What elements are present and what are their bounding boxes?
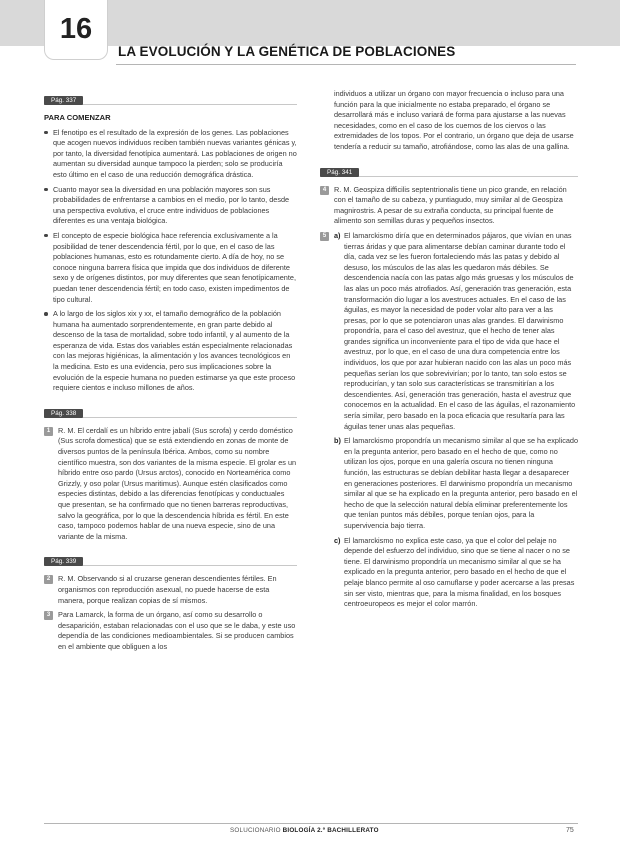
- exercise-5: [320, 231, 578, 610]
- title-divider: [116, 64, 576, 65]
- answer-b: [334, 436, 578, 531]
- footer-divider: [44, 823, 578, 824]
- section-heading: PARA COMENZAR: [44, 113, 111, 122]
- exercise-number: 3: [44, 611, 53, 620]
- left-column: [44, 95, 297, 657]
- exercise-2: [44, 574, 297, 606]
- bullet-text: A lo largo de los siglos xix y xx, el tamaño demográfico de la población humana ha aumentado sorprendentemente, en gran parte debido al descenso de la tasa de mortalidad, sobre todo infantil, y al aumento de la esperanza de vida. Estas dos variables están especialmente relacionadas con las mejoras higiénicas, la alimentación y los avances tecnológicos en la medicina. Esto es una evidencia, pero sus implicaciones sobre la evolución de la especie humana no pueden estimarse ya que este proceso requiere cientos e incluso millones de años.: [53, 309, 296, 393]
- section-tag-row: [44, 556, 297, 566]
- answer-label: c): [334, 535, 341, 545]
- answer-c: [334, 536, 578, 610]
- bullet-text: El concepto de especie biológica hace referencia exclusivamente a la posibilidad de tener descendencia fértil, por lo que, en el caso de las poblaciones humanas, esto es rotundamente cierto. A día de hoy, no se conoce ninguna barrera física que impida que dos individuos de diferente sexo y de orígenes distintos, por muy diferentes que sean fenotípicamente, puedan tener descendencia fértil; en todo caso, existen impedimentos de tipo cultural.: [53, 230, 296, 304]
- page-tag: Pág. 337: [44, 96, 83, 105]
- exercise-number: 4: [320, 186, 329, 195]
- section-tag-row: [320, 167, 578, 177]
- section-tag-row: [44, 95, 297, 105]
- continued-text: individuos a utilizar un órgano con mayor frecuencia o incluso para una función para la que inicialmente no estaba preparado, el órgano se desarrollará más e incluso variará de forma para ajustarse a las nuevas necesidades, como en el caso de los cuernos de los ciervos o las extremidades de los topos. Por el contrario, un órgano que deja de usarse tendería a reducir su tamaño, atrofiándose, como las alas de una gallina.: [334, 89, 574, 151]
- exercise-3: [44, 610, 297, 652]
- bullet-item: [44, 185, 297, 227]
- footer-publication: [230, 827, 379, 834]
- section-tag-row: [44, 408, 297, 418]
- bullet-text: Cuanto mayor sea la diversidad en una población mayores son sus probabilidades de enfrentarse a cambios en el medio, por lo tanto, desde una perspectiva evolutiva, el cruce entre individuos de poblaciones diferentes es una ventaja biológica.: [53, 184, 290, 226]
- page-tag: Pág. 341: [320, 168, 359, 177]
- answer-label: a): [334, 230, 341, 240]
- answer-label: b): [334, 436, 341, 446]
- answer-text: El lamarckismo no explica este caso, ya que el color del pelaje no depende del esfuerzo del individuo, sino que se tiene al nacer o no se tiene. El darwinismo propondría un mecanismo similar al que se ha explicado en la pregunta anterior, pero basado en el hecho de que el pelaje blanco permite al oso camuflarse y poder acercarse a las presas sin ser visto, mientras que, para la misma finalidad, en los bosques centroeuropeos es mejor el color marrón.: [344, 535, 575, 609]
- page-tag: Pág. 338: [44, 409, 83, 418]
- exercise-number: 2: [44, 575, 53, 584]
- exercise-text: R. M. Geospiza difficilis septentrionalis tiene un pico grande, en relación con el tamaño de su cabeza, y puntiagudo, muy similar al de Geospiza magnirostris. A pesar de su extraña conducta, su principal fuente de alimento son semillas duras y pequeños insectos.: [334, 184, 567, 226]
- bullet-item: [44, 128, 297, 181]
- exercise-text: R. M. Observando si al cruzarse generan descendientes fértiles. En organismos con reproducción asexual, no puede hacerse de esta manera, porque realizan copias de sí mismos.: [58, 574, 277, 605]
- right-column: [320, 89, 578, 614]
- bullet-icon: [44, 312, 48, 316]
- bullet-text: El fenotipo es el resultado de la expresión de los genes. Las poblaciones que acogen nuevos individuos reciben también nuevas variantes génicas y, por tanto, la diversidad fenotípica aumentará. Las poblaciones de origen no aumentan su diversidad aunque tampoco la pierden; solo se produciría esto último en el caso de una reducción demográfica drástica.: [53, 127, 297, 179]
- exercise-text: Para Lamarck, la forma de un órgano, así como su desarrollo o desaparición, estaban relacionadas con el uso que se le daba, y este uso dependía de las condiciones medioambientales. Si se producen cambios en el ambiente que obliguen a los: [58, 610, 296, 651]
- chapter-number: 16: [44, 0, 108, 60]
- bullet-item: [44, 309, 297, 394]
- footer-label: SOLUCIONARIO: [230, 827, 281, 834]
- exercise-1: [44, 426, 297, 543]
- answer-text: El lamarckismo propondría un mecanismo similar al que se ha explicado en la pregunta anterior, pero basado en el hecho de que, como no utilizan los ojos, porque en una galería oscura no tienen ninguna función, las estructuras se debían debilitar hasta llegar a desaparecer en generaciones posteriores. El darwinismo propondría un mecanismo similar al que se ha explicado en la pregunta anterior, pero basado en el hecho de que la selección natural debía eliminar preferentemente los que tenían puntos más débiles, porque tenían ojos, para la supervivencia bajo tierra.: [344, 436, 579, 530]
- exercise-4: [320, 185, 578, 227]
- answer-a: [334, 231, 578, 432]
- answer-text: El lamarckismo diría que en determinados pájaros, que vivían en unas tierras áridas y que para alimentarse debían caminar durante todo el día, cada vez se les fueron fortaleciendo más las patas y debido al desuso, los músculos de las alas les quedaron más débiles. Se descendencia nacía con las patas algo más gruesas y los músculos de las alas un poco más atrofiados. Así, generación tras generación, esta transformación dio lugar a los avestruces actuales. En el caso de las águilas, es mayor la necesidad de poder volar alto para ver a las presas, por lo que se potenciaron unas alas grandes. El darwinismo propondría, para el caso del avestruz, que el hecho de tener alas grandes significa un inconveniente para el tipo de vida que hace el avestruz, por lo que, en el caso de una dura competencia entre los individuos, los que por azar hubieran nacido con las alas un poco más pequeñas serían los que sobrevivirían; por lo tanto, tan solo estos se reproducirían, y tan solo sus características se transmitirían a los descendientes. Así, generación tras generación, hasta el avestruz que conocemos en la actualidad. En el caso de las águilas, el razonamiento sería similar, pero basado en la poca eficacia que resultaría para las águilas tener unas alas pequeñas.: [344, 230, 576, 431]
- page-number: 75: [566, 827, 574, 834]
- bullet-icon: [44, 234, 48, 238]
- page-tag: Pág. 339: [44, 557, 83, 566]
- footer-course: BIOLOGÍA 2.º BACHILLERATO: [282, 827, 379, 834]
- exercise-number: 5: [320, 232, 329, 241]
- exercise-number: 1: [44, 427, 53, 436]
- chapter-title: LA EVOLUCIÓN Y LA GENÉTICA DE POBLACIONES: [118, 44, 456, 59]
- bullet-icon: [44, 188, 48, 192]
- bullet-icon: [44, 131, 48, 135]
- bullet-item: [44, 231, 297, 305]
- exercise-text: R. M. El cerdalí es un híbrido entre jabalí (Sus scrofa) y cerdo doméstico (Sus scrofa domestica) que se está extendiendo en zonas de monte de diversos puntos de la península Ibérica. Ambos, como su nombre científico muestra, son dos variantes de la misma especie. El grolar es un híbrido entre oso pardo (Ursus arctos), conocido en Norteamérica como Grizzly, y oso polar (Ursus maritimus). Aunque estén clasificados como especies distintas, debido a las diferencias fenotípicas y conductuales que presentan, se ha confirmado que no tienen barreras reproductivas, salvo la geográfica, por lo que la descendencia híbrida es fértil. En este caso, tampoco podemos hablar de una nueva especie, sino de una variante de la misma.: [58, 425, 297, 541]
